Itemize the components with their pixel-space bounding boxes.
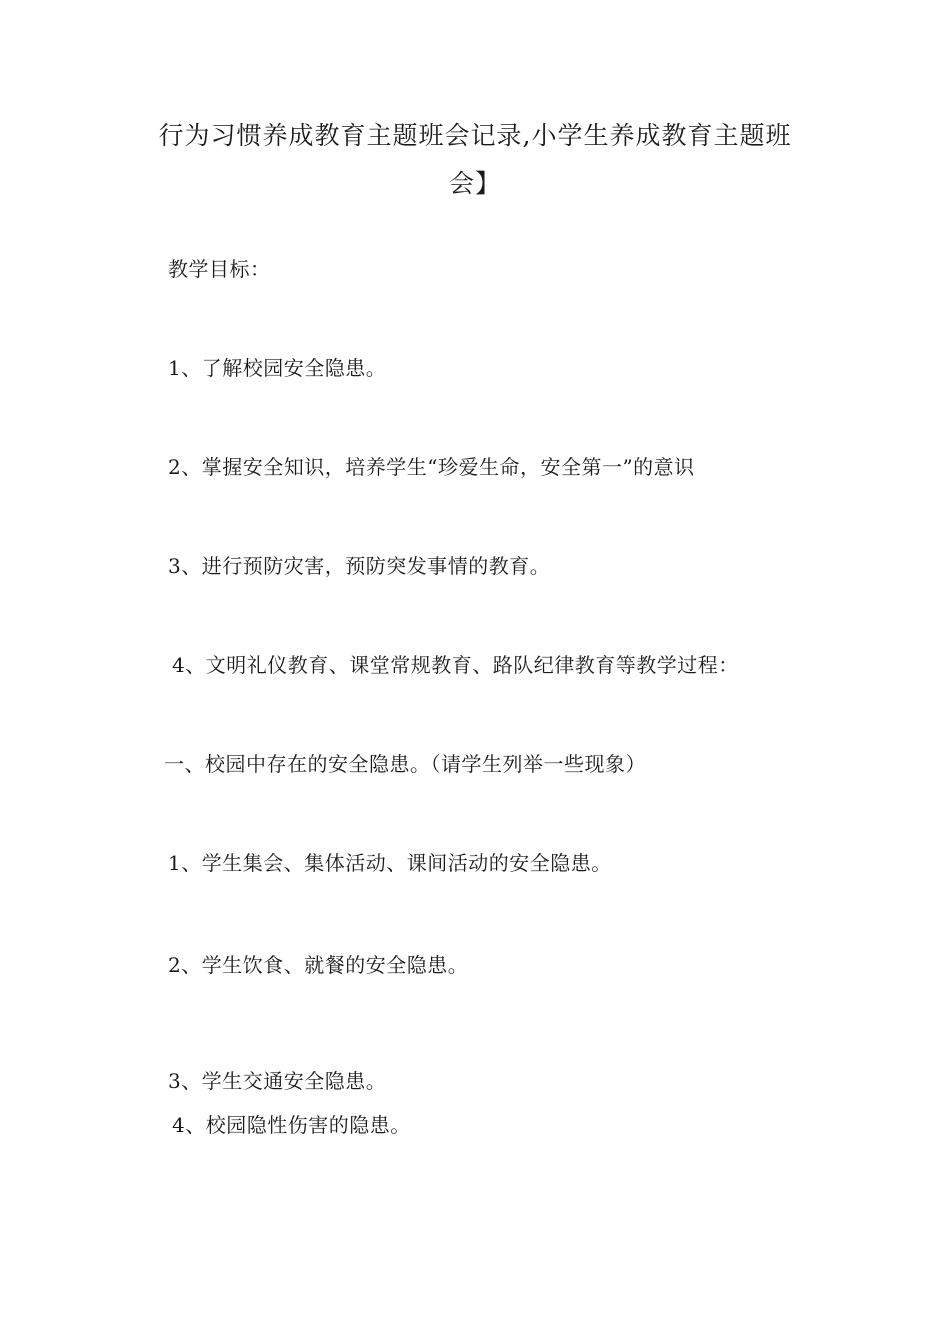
hazard-item-1: 1、学生集会、集体活动、课间活动的安全隐患。 (168, 851, 612, 875)
document-title: 行为习惯养成教育主题班会记录,小学生养成教育主题班会】 (158, 121, 792, 198)
goal-item-2: 2、掌握安全知识，培养学生“珍爱生命，安全第一”的意识 (168, 455, 695, 479)
hazard-item-3: 3、学生交通安全隐患。 (168, 1069, 387, 1093)
goal-item-4: 4、文明礼仪教育、课堂常规教育、路队纪律教育等教学过程： (172, 653, 739, 677)
hazard-item-4: 4、校园隐性伤害的隐患。 (172, 1113, 411, 1137)
goal-item-3: 3、进行预防灾害，预防突发事情的教育。 (168, 554, 551, 578)
goal-item-1: 1、了解校园安全隐患。 (168, 356, 387, 380)
hazard-item-2: 2、学生饮食、就餐的安全隐患。 (168, 953, 469, 977)
teaching-goals-heading: 教学目标： (168, 257, 271, 281)
section-heading-1: 一、校园中存在的安全隐患。（请学生列举一些现象） (164, 752, 646, 776)
